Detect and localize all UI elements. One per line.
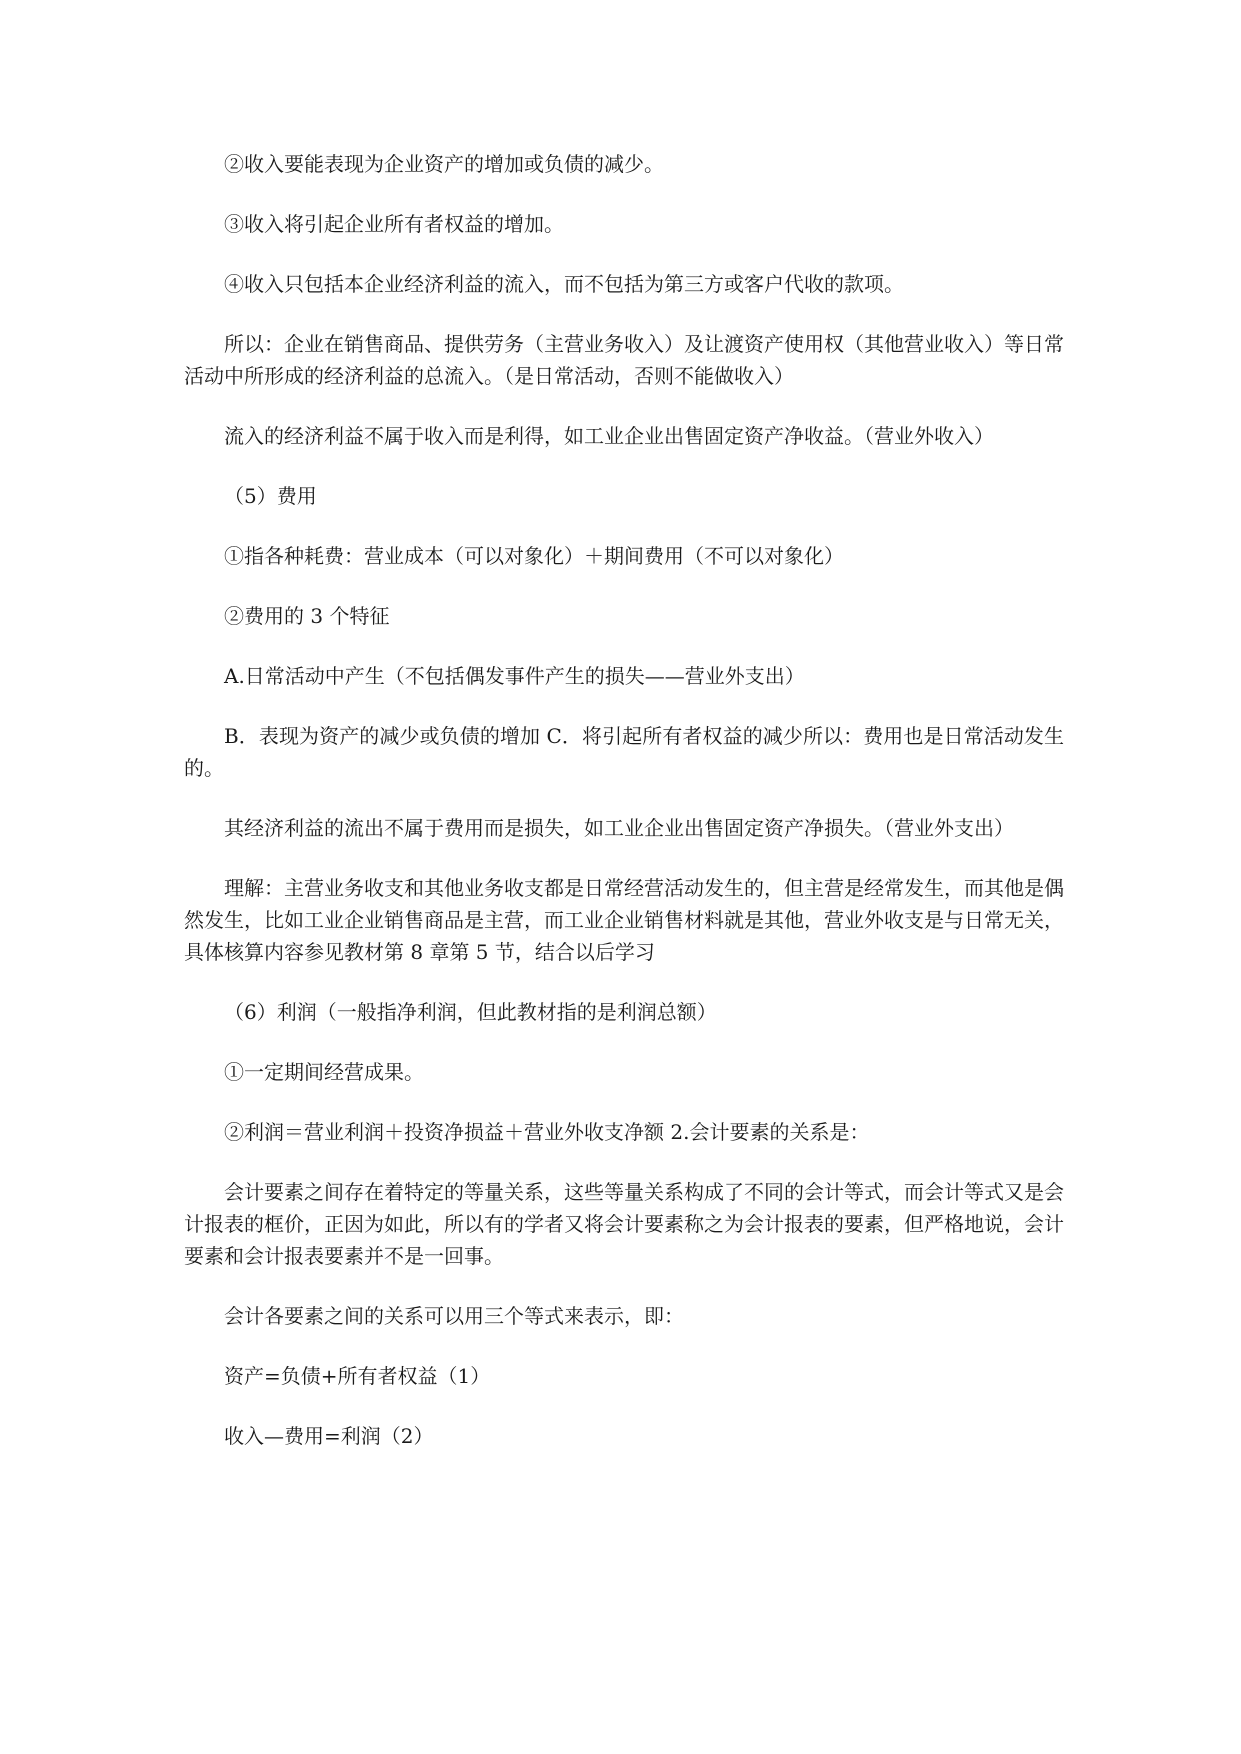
section-heading: （6）利润（一般指净利润，但此教材指的是利润总额） — [224, 1000, 717, 1024]
paragraph: ②收入要能表现为企业资产的增加或负债的减少。 — [224, 152, 664, 176]
section-heading: （5）费用 — [224, 484, 317, 508]
paragraph: B．表现为资产的减少或负债的增加 C．将引起所有者权益的减少所以：费用也是日常活动发生的。 — [184, 724, 1064, 780]
paragraph: 会计各要素之间的关系可以用三个等式来表示，即： — [224, 1304, 684, 1328]
paragraph: ①一定期间经营成果。 — [224, 1060, 424, 1084]
equation: 收入—费用=利润（2） — [224, 1424, 434, 1448]
paragraph: ④收入只包括本企业经济利益的流入，而不包括为第三方或客户代收的款项。 — [224, 272, 904, 296]
paragraph: ②利润＝营业利润＋投资净损益＋营业外收支净额 2.会计要素的关系是： — [224, 1120, 870, 1144]
equation: 资产=负债+所有者权益（1） — [224, 1364, 491, 1388]
paragraph: ③收入将引起企业所有者权益的增加。 — [224, 212, 564, 236]
paragraph: 理解：主营业务收支和其他业务收支都是日常经营活动发生的，但主营是经常发生，而其他是偶然发生，比如工业企业销售商品是主营，而工业企业销售材料就是其他，营业外收支是与日常无关，具体核算内容参见教材第 8 章第 5 节，结合以后学习 — [184, 876, 1064, 964]
paragraph: 其经济利益的流出不属于费用而是损失，如工业企业出售固定资产净损失。（营业外支出） — [224, 816, 1014, 840]
paragraph: 所以：企业在销售商品、提供劳务（主营业务收入）及让渡资产使用权（其他营业收入）等日常活动中所形成的经济利益的总流入。（是日常活动，否则不能做收入） — [184, 332, 1064, 388]
paragraph: A.日常活动中产生（不包括偶发事件产生的损失——营业外支出） — [224, 664, 805, 688]
paragraph: ①指各种耗费：营业成本（可以对象化）＋期间费用（不可以对象化） — [224, 544, 844, 568]
paragraph: 会计要素之间存在着特定的等量关系，这些等量关系构成了不同的会计等式，而会计等式又是会计报表的框价，正因为如此，所以有的学者又将会计要素称之为会计报表的要素，但严格地说，会计要素和会计报表要素并不是一回事。 — [184, 1180, 1064, 1268]
paragraph: ②费用的 3 个特征 — [224, 604, 390, 628]
paragraph: 流入的经济利益不属于收入而是利得，如工业企业出售固定资产净收益。（营业外收入） — [224, 424, 994, 448]
document-body — [184, 148, 1064, 1480]
